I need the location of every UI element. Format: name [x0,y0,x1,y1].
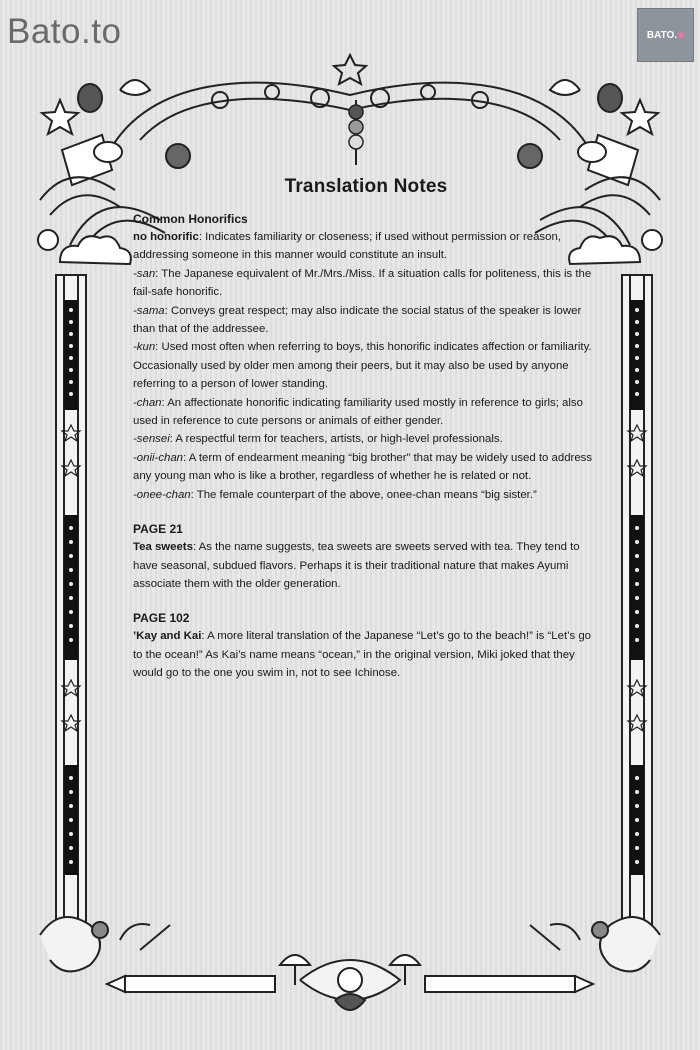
entry-term: -chan [133,396,162,409]
entry-text: : An affectionate honorific indicating familiarity used mostly in reference to girls; also used in reference to cute persons or animals of either gender. [133,396,583,428]
entry-text: : Used most often when referring to boys, this honorific indicates affection or familiarity. Occasionally used by older men among their peers, but it may also be used by anyone referring to a person of lower standing. [133,341,592,391]
honorific-entry [133,486,595,504]
entry-term: no honorific [133,231,199,243]
note-term: Tea sweets [133,541,193,554]
entry-text: : The Japanese equivalent of Mr./Mrs./Miss. If a situation calls for politeness, this is the fail-safe honorific. [133,267,592,299]
translation-notes [133,176,595,683]
honorific-entry [133,449,595,486]
honorifics-heading: Common Honorifics [133,212,248,226]
entry-text: : Indicates familiarity or closeness; if used without permission or reason, addressing someone in this manner would constitute an insult. [133,231,561,262]
note-term: ’Kay and Kai [133,630,202,643]
entry-term: -san [133,267,156,280]
entry-text: : Conveys great respect; may also indicate the social status of the speaker is lower than that of the addressee. [133,304,582,336]
site-watermark: Bato.to [7,12,122,51]
honorific-entry [133,302,595,339]
entry-term: -kun [133,341,156,354]
note-text: : As the name suggests, tea sweets are sweets served with tea. They tend to have seasonal, subdued flavors. Perhaps it is their traditional nature that makes Ayumi associate them with the older generation. [133,541,580,590]
honorific-entry [133,265,595,302]
entry-text: : A respectful term for teachers, artists, or high-level professionals. [169,433,503,446]
page-102-heading: PAGE 102 [133,611,190,626]
page-102-note [133,627,595,682]
entry-term: -onee-chan [133,488,191,501]
page-21-heading: PAGE 21 [133,522,183,537]
entry-text: : The female counterpart of the above, onee-chan means “big sister.” [190,488,537,501]
honorific-entry [133,430,595,448]
honorific-entry [133,228,595,265]
page-21-note [133,538,595,593]
entry-term: -sensei [133,433,170,446]
page-title: Translation Notes [284,176,448,197]
entry-term: -sama [133,304,165,317]
entry-term: -onii-chan [133,451,184,464]
honorific-entry [133,394,595,431]
honorific-entry [133,338,595,393]
note-text: : A more literal translation of the Japanese “Let’s go to the beach!” is “Let’s go to the ocean!” As Kai’s name means “ocean,” in the original version, Miki joked that they would go to the one you swim in, not to see Ichinose. [133,630,591,680]
entry-text: : A term of endearment meaning “big brother” that may be widely used to address any young man who is like a brother, regardless of whether he is related or not. [133,451,593,483]
logo-text: BATO. [646,29,678,41]
